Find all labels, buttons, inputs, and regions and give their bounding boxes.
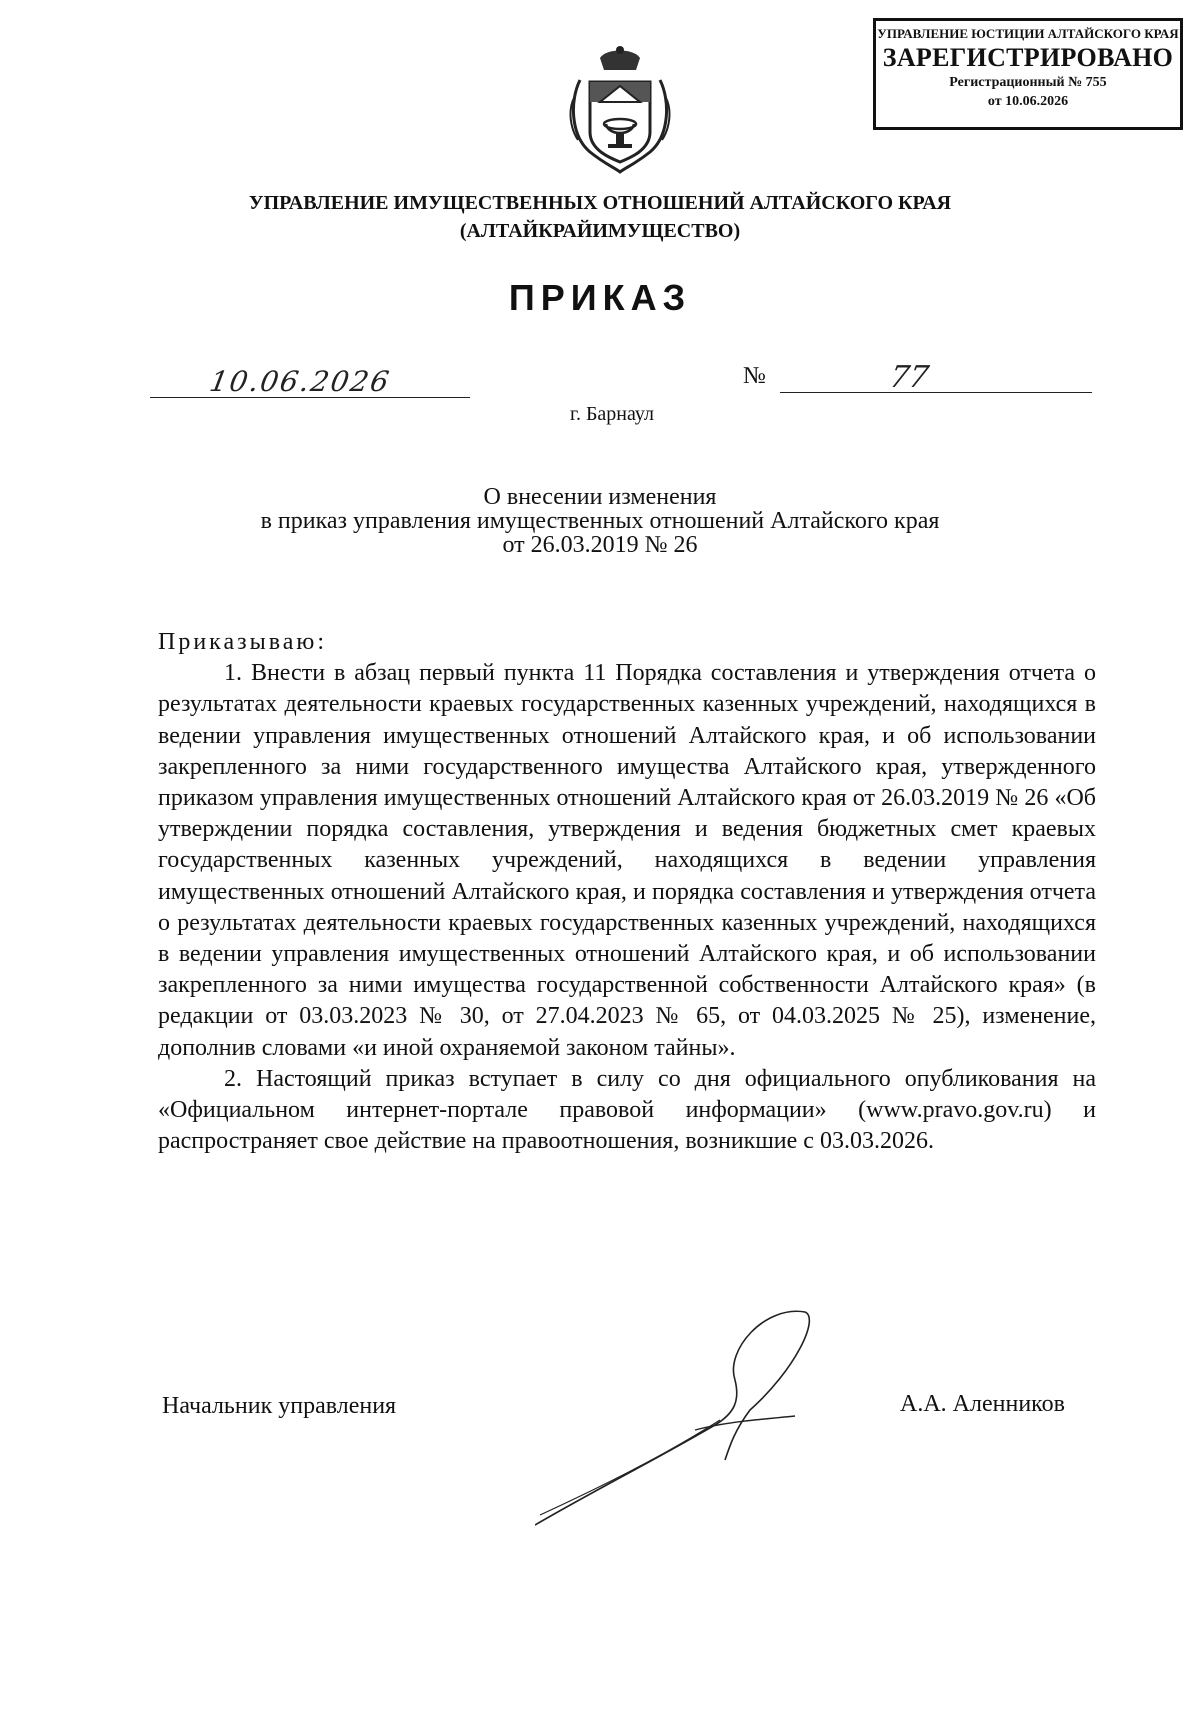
signatory-name: А.А. Аленников <box>900 1391 1065 1417</box>
subject-line: в приказ управления имущественных отношений Алтайского края <box>260 508 940 534</box>
stamp-reg-date: от 10.06.2026 <box>987 94 1069 109</box>
document-number: 77 <box>886 360 932 395</box>
body-lead: Приказываю: <box>158 629 327 655</box>
organization-name: УПРАВЛЕНИЕ ИМУЩЕСТВЕННЫХ ОТНОШЕНИЙ АЛТАЙСКОГО КРАЯ <box>248 192 952 214</box>
organization-short-name: (АЛТАЙКРАЙИМУЩЕСТВО) <box>459 220 741 242</box>
number-underline <box>780 392 1092 393</box>
handwritten-signature <box>535 1310 835 1530</box>
number-sign: № <box>743 363 766 389</box>
document-type-title: ПРИКАЗ <box>508 277 692 318</box>
registration-stamp <box>873 18 1183 130</box>
body-paragraph-1: 1. Внести в абзац первый пункта 11 Порядка составления и утверждения отчета о результатах деятельности краевых государственных казенных учреждений, находящихся в ведении управления имущественных отношений Алтайского края, и об использовании закрепленного за ними государственного имущества Алтайского края, утвержденного приказом управления имущественных отношений Алтайского края от 26.03.2019 № 26 «Об утверждении порядка составления, утверждения и ведения бюджетных смет краевых государственных казенных учреждений, находящихся в ведении управления имущественных отношений Алтайского края, и порядка составления и утверждения отчета о результатах деятельности краевых государственных казенных учреждений, находящихся в ведении управления имущественных отношений Алтайского края, и об использовании закрепленного за ними имущества государственной собственности Алтайского края» (в редакции от 03.03.2023 № 30, от 27.04.2023 № 65, от 04.03.2025 № 25), изменение, дополнив словами «и иной охраняемой законом тайны». <box>158 660 1096 1061</box>
stamp-authority: УПРАВЛЕНИЕ ЮСТИЦИИ АЛТАЙСКОГО КРАЯ <box>877 26 1179 41</box>
city: г. Барнаул <box>570 403 654 425</box>
organization-header <box>0 189 1200 245</box>
document-date: 10.06.2026 <box>207 365 394 398</box>
body-paragraph-2: 2. Настоящий приказ вступает в силу со дня официального опубликования на «Официальном интернет-портале правовой информации» (www.pravo.gov.ru) и распространяет свое действие на правоотношения, возникшие с 03.03.2026. <box>158 1065 1096 1155</box>
signatory-position: Начальник управления <box>162 1393 397 1419</box>
stamp-reg-number: Регистрационный № 755 <box>949 75 1107 90</box>
document-subject <box>0 485 1200 557</box>
coat-of-arms-emblem <box>560 40 680 176</box>
subject-line: О внесении изменения <box>483 484 717 510</box>
document-body <box>158 627 1096 1157</box>
subject-line: от 26.03.2019 № 26 <box>502 532 698 558</box>
stamp-status: ЗАРЕГИСТРИРОВАНО <box>882 43 1174 72</box>
